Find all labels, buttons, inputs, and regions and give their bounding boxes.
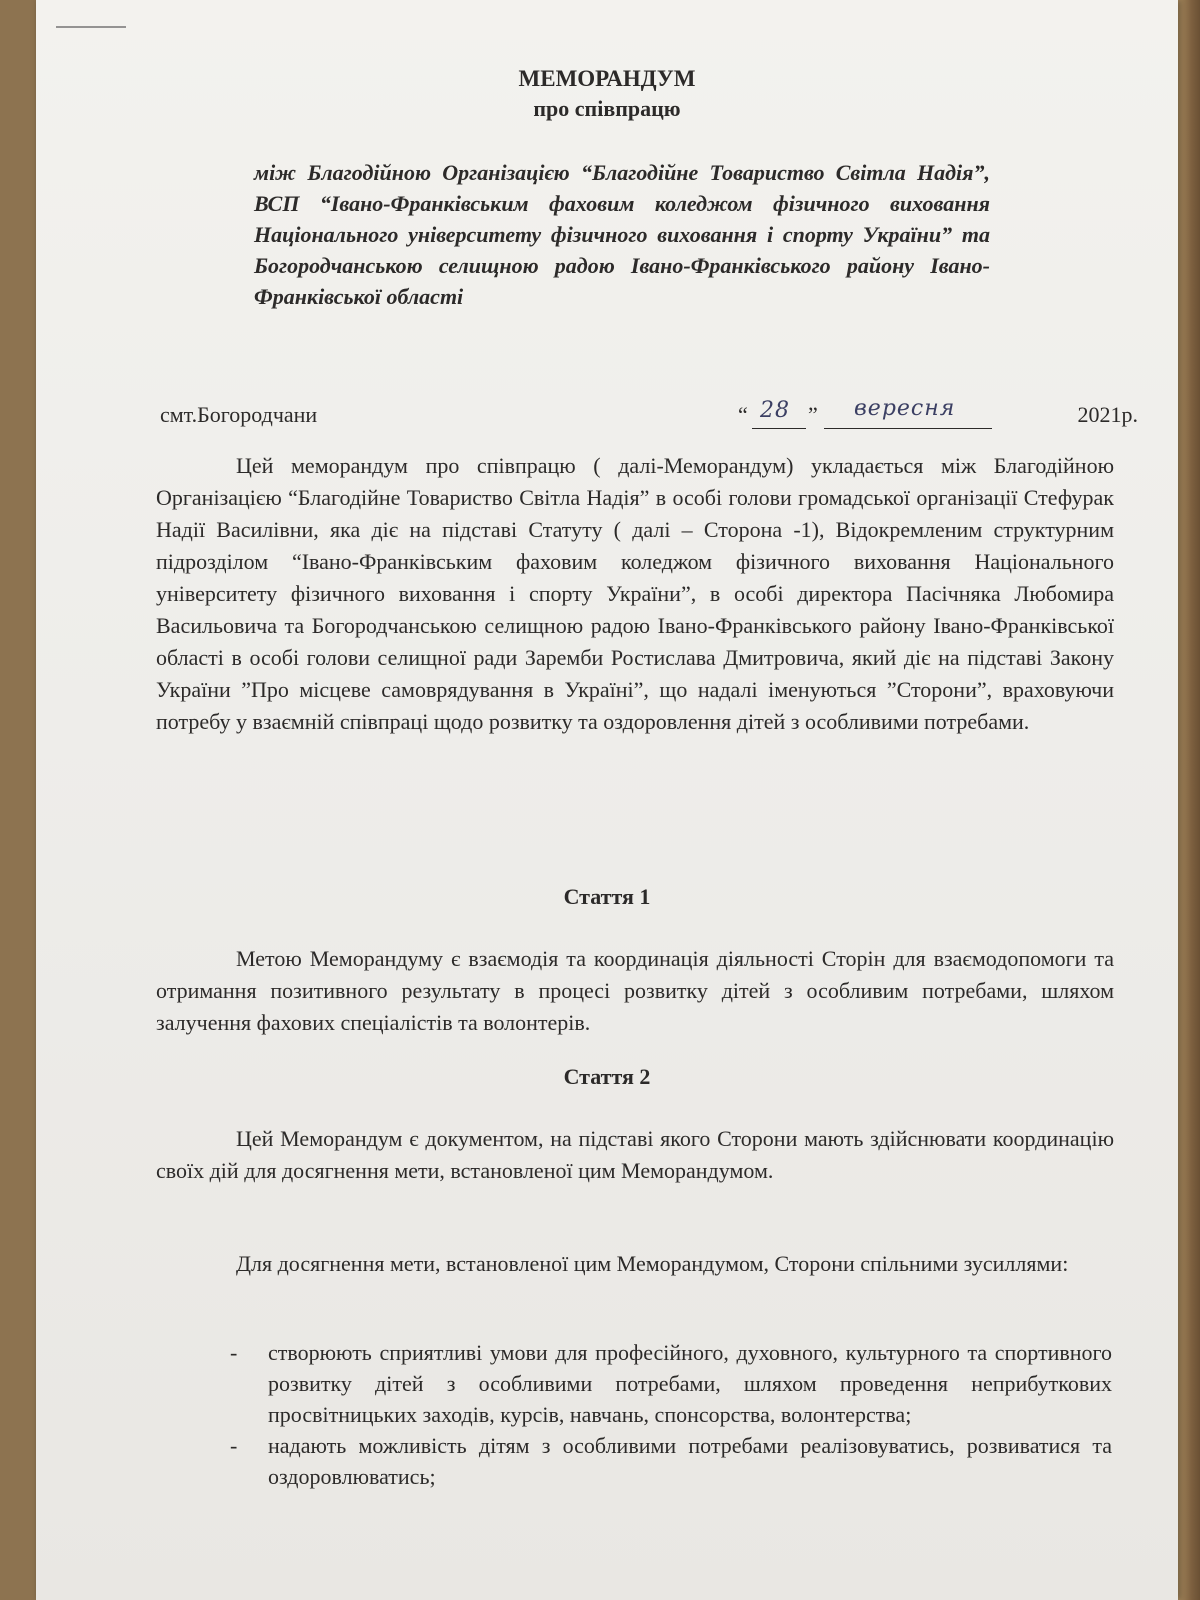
list-item — [230, 1337, 1112, 1430]
list-item-text: надають можливість дітям з особливими потребами реалізовуватись, розвиватися та оздоровлюватись; — [268, 1433, 1112, 1489]
pen-mark — [56, 26, 126, 28]
list-item — [230, 1430, 1112, 1492]
list-dash: - — [230, 1340, 238, 1365]
document-header — [36, 64, 1178, 124]
place-date-row — [160, 396, 1140, 434]
document-page — [36, 0, 1178, 1600]
month-underline — [824, 428, 992, 429]
document-title: МЕМОРАНДУМ — [518, 66, 696, 91]
list-item-text: створюють сприятливі умови для професійного, духовного, культурного та спортивного розвитку дітей з особливими потребами, шляхом проведення неприбуткових просвітницьких заходів, курсів, навчань, спонсорства, волонтерства; — [268, 1340, 1112, 1427]
parties-statement: між Благодійною Організацією “Благодійне Товариство Світла Надія”, ВСП “Івано-Франківським фаховим коледжом фізичного виховання Національного університету фізичного виховання і спорту України” та Богородчанською селищною радою Івано-Франківського району Івано-Франківської області — [254, 160, 990, 309]
close-quote: ” — [808, 402, 818, 427]
list-dash: - — [230, 1433, 238, 1458]
article-1-heading: Стаття 1 — [563, 884, 651, 909]
date-month-handwritten: вересня — [854, 396, 956, 421]
table-surface — [1178, 0, 1200, 1600]
article-1-text: Метою Меморандуму є взаємодія та координація діяльності Сторін для взаємодопомоги та отримання позитивного результату в процесі розвитку дітей з особливим потребами, шляхом залучення фахових спеціалістів та волонтерів. — [156, 946, 1114, 1035]
day-underline — [752, 428, 806, 429]
article-2-heading: Стаття 2 — [563, 1064, 651, 1089]
signing-date — [738, 392, 1138, 432]
date-year: 2021р. — [1077, 402, 1138, 427]
document-subtitle: про співпрацю — [533, 96, 681, 121]
article-2-paragraph-2: Для досягнення мети, встановленої цим Меморандумом, Сторони спільними зусиллями: — [236, 1251, 1069, 1276]
article-2-paragraph-1: Цей Меморандум є документом, на підставі якого Сторони мають здійснювати координацію своїх дій для досягнення мети, встановленої цим Меморандумом. — [156, 1126, 1114, 1183]
open-quote: “ — [738, 402, 748, 427]
intro-paragraph: Цей меморандум про співпрацю ( далі-Меморандум) укладається між Благодійною Організацією “Благодійне Товариство Світла Надія” в особі голови громадської організації Стефурак Надії Василівни, яка діє на підставі Статуту ( далі – Сторона -1), Відокремленим структурним підрозділом “Івано-Франківським фаховим коледжом фізичного виховання Національного університету фізичного виховання і спорту України”, в особі директора Пасічняка Любомира Васильовича та Богородчанською селищною радою Івано-Франківського району Івано-Франківської області в особі голови селищної ради Заремби Ростислава Дмитровича, який діє на підставі Закону України ”Про місцеве самоврядування в Україні”, що надалі іменуються ”Сторони”, враховуючи потребу у взаємній співпраці щодо розвитку та оздоровлення дітей з особливими потребами. — [156, 453, 1114, 734]
place-name: смт.Богородчани — [160, 402, 318, 427]
article-2-list — [230, 1337, 1112, 1492]
date-day-handwritten: 28 — [760, 398, 790, 423]
